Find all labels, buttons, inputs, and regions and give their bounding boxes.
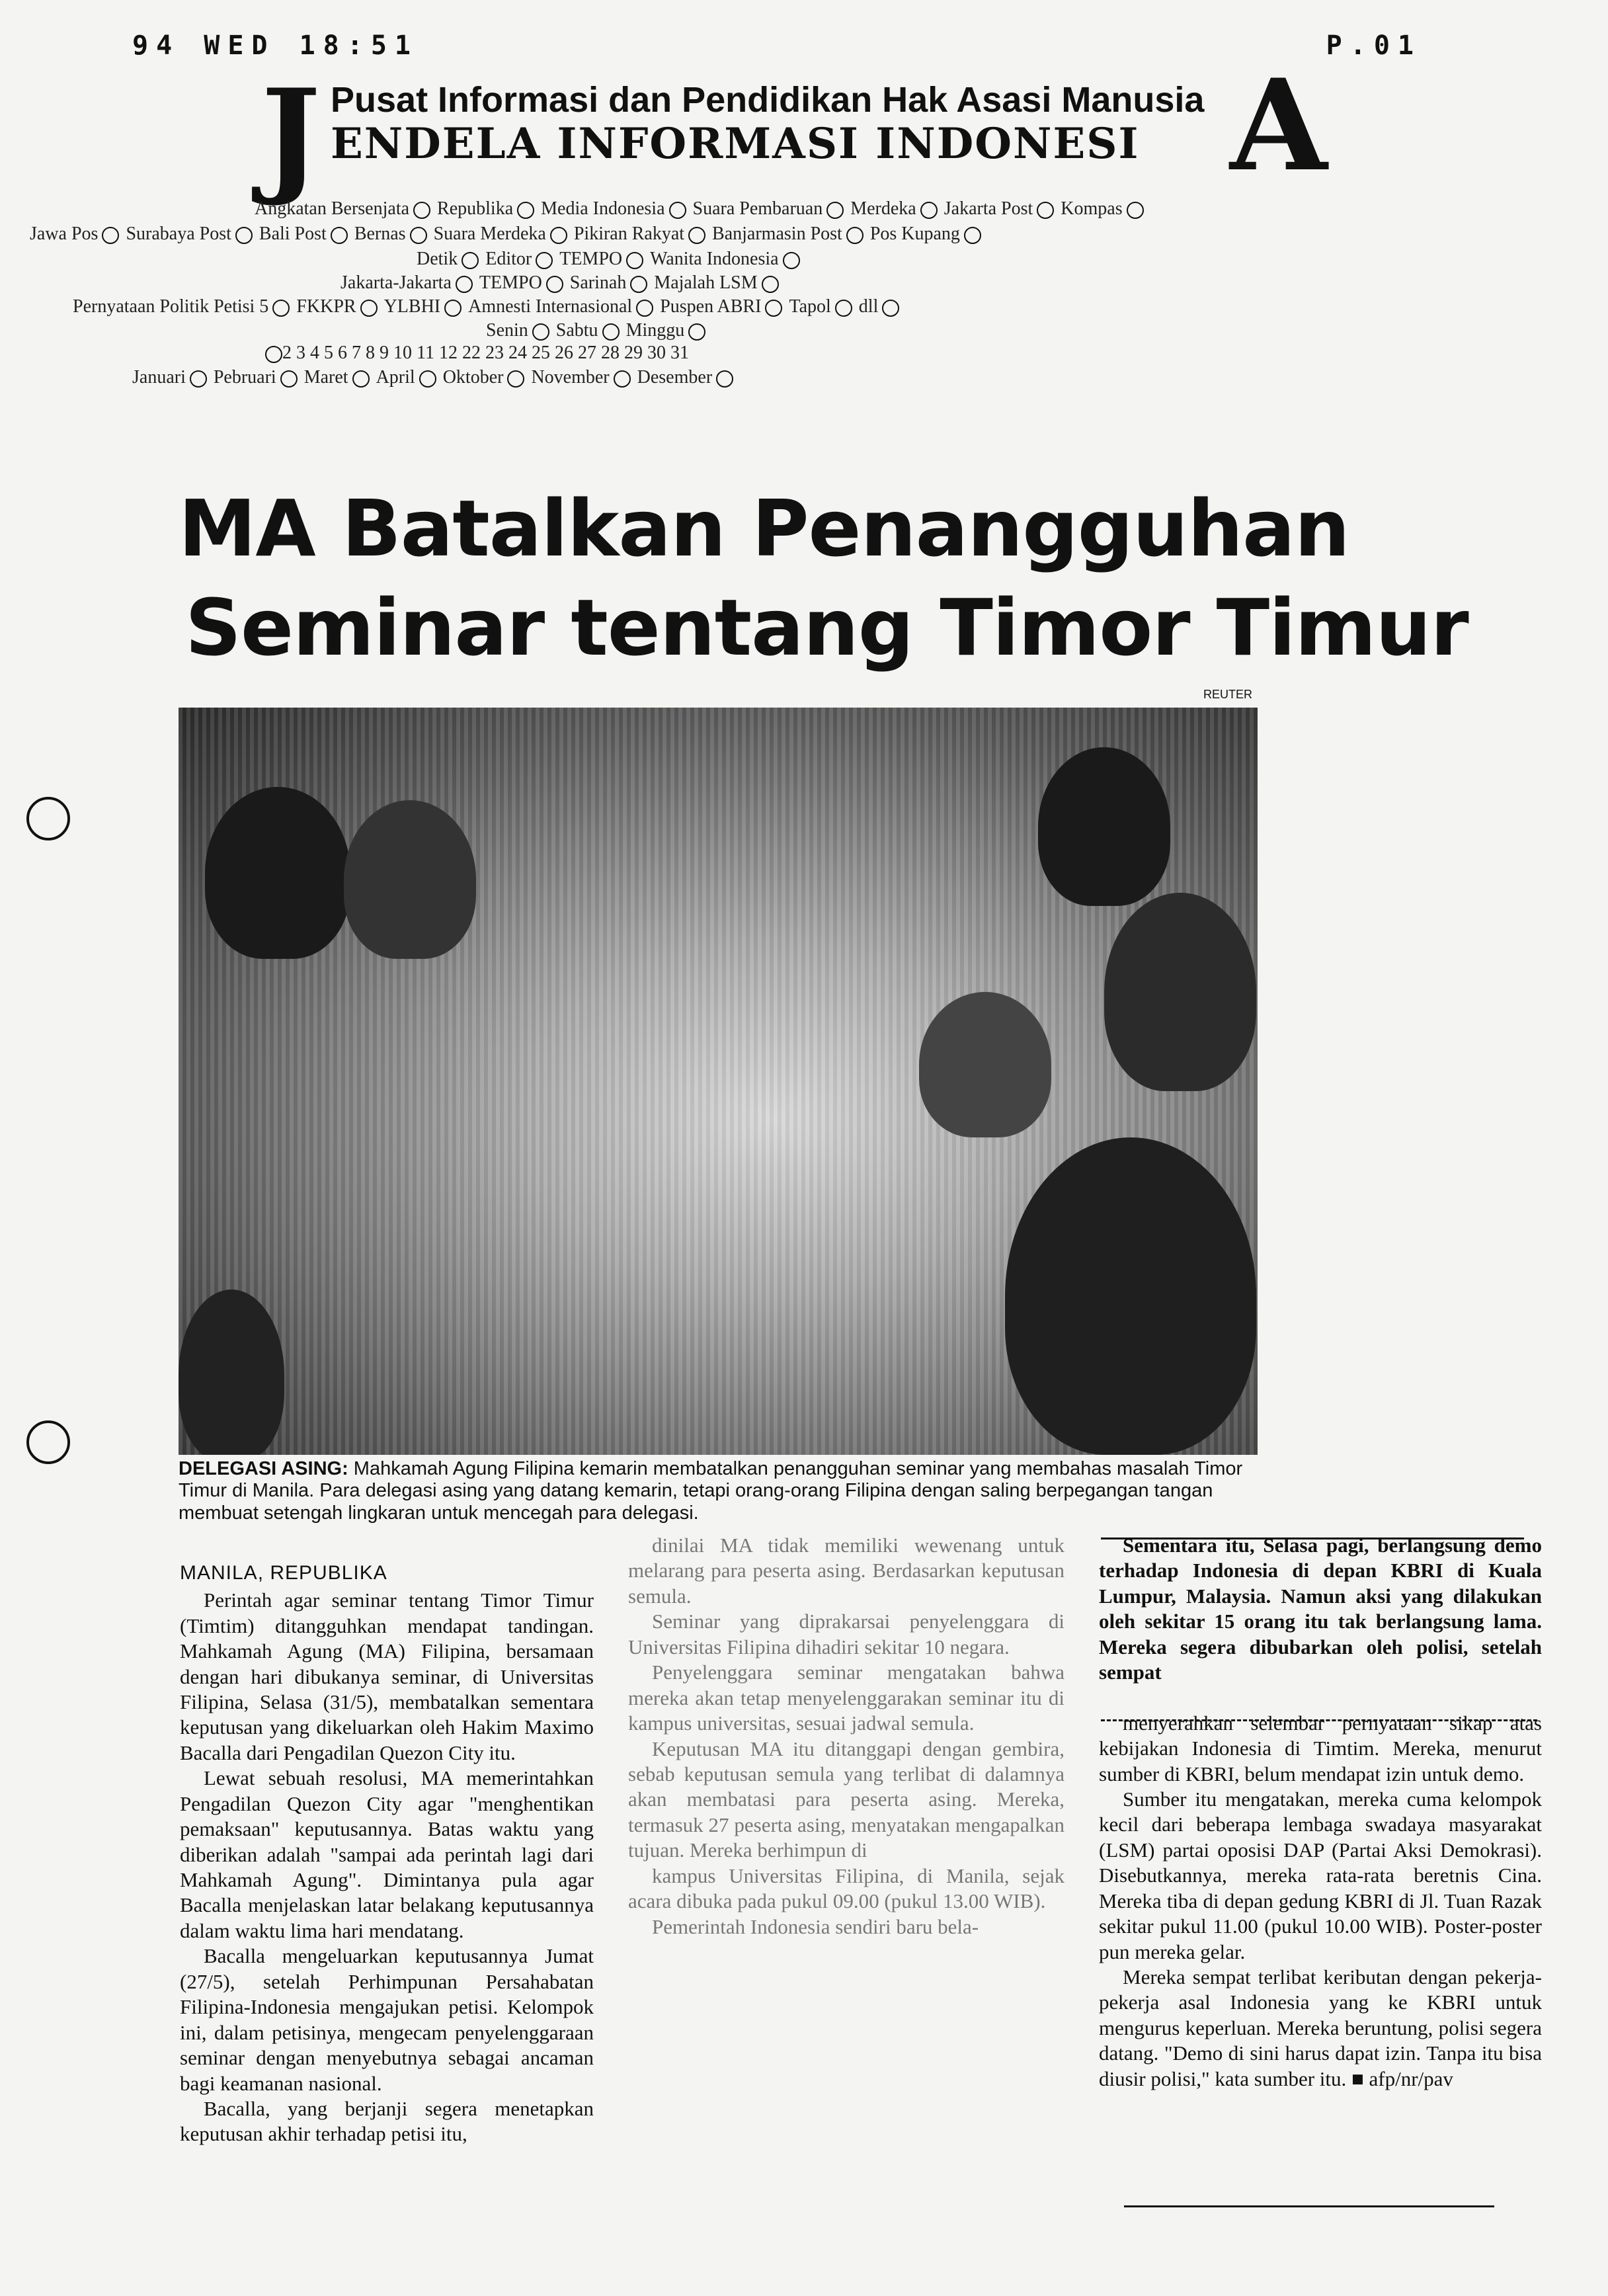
checklist-option (341, 272, 473, 294)
checklist-option (434, 224, 567, 245)
checklist-option (570, 272, 648, 294)
paragraph: kampus Universitas Filipina, di Manila, sejak acara dibuka pada pukul 09.00 (pukul 13.00 WIB). (628, 1864, 1065, 1913)
checkbox-circle (846, 227, 864, 244)
checklist-option-label: Maret (303, 367, 348, 388)
checkbox-circle (602, 323, 620, 341)
checkbox-circle (765, 300, 782, 317)
checklist-option (486, 320, 549, 341)
source-checklist-row-1 (255, 198, 1150, 220)
checklist-option-label: Sabtu (555, 320, 598, 341)
checklist-option (126, 224, 252, 245)
checklist-option-label: Bali Post (259, 224, 327, 244)
paragraph: Bacalla mengeluarkan keputusannya Jumat (27/5), setelah Perhimpunan Persahabatan Filipina-Indonesia mengajukan petisi. Kelompok ini, dalam petisinya, mengecam penyelenggaraan seminar dengan menyebutnya sebagai ancaman bagi keamanan nasional. (180, 1944, 594, 2095)
checklist-option (376, 367, 436, 388)
article-column-1 (180, 1561, 594, 2147)
date-numbers: 2 3 4 5 6 7 8 9 10 11 12 22 23 24 25 26 27 28 29 30 31 (282, 343, 689, 363)
photo-credit: REUTER (1203, 688, 1253, 701)
checklist-option-label: Amnesti Internasional (468, 296, 633, 317)
checklist-option (468, 296, 653, 317)
checklist-option-label: Media Indonesia (541, 198, 665, 219)
checkbox-circle (507, 370, 524, 388)
checklist-option (650, 249, 799, 270)
checkbox-circle (190, 370, 207, 388)
checkbox-circle (964, 227, 981, 244)
checklist-option (944, 198, 1055, 220)
paragraph: Penyelenggara seminar mengatakan bahwa mereka akan tetap menyelenggarakan seminar itu di kampus universitas, sesuai jadwal semula. (628, 1660, 1065, 1735)
paragraph: Keputusan MA itu ditanggapi dengan gembira, sebab keputusan semula yang terlibat di dalamnya akan membatasi para peserta asing. Mereka, termasuk 27 peserta asing, menyatakan mengapalkan tujuan. Mereka berhimpun di (628, 1737, 1065, 1862)
checkbox-circle (614, 370, 631, 388)
checkbox-circle (1127, 202, 1144, 219)
checklist-option-label: Kompas (1061, 198, 1123, 219)
date-checklist-row (261, 343, 689, 364)
checkbox-circle (102, 227, 119, 244)
checkbox-circle (331, 227, 348, 244)
checklist-option-label: Angkatan Bersenjata (255, 198, 410, 219)
caption-text: Mahkamah Agung Filipina kemarin membatalkan penangguhan seminar yang membahas masalah Timor Timur di Manila. Para delegasi asing yang datang kemarin, tetapi orang-orang Filipina dengan saling berpegangan tangan membuat setengah lingkaran untuk mencegah para delegasi. (179, 1458, 1243, 1524)
checklist-option (485, 249, 553, 270)
article-column-2 (628, 1533, 1065, 1940)
checklist-option-label: Jawa Pos (30, 224, 99, 244)
checklist-option-label: Surabaya Post (126, 224, 231, 244)
headline-line-1: MA Batalkan Penangguhan (179, 483, 1349, 574)
paragraph: Pemerintah Indonesia sendiri baru bela- (652, 1914, 979, 1938)
checklist-option-label: Wanita Indonesia (650, 249, 779, 269)
checklist-option (637, 367, 734, 388)
punch-hole (26, 797, 70, 840)
source-checklist-row-4 (341, 272, 785, 294)
checklist-option-label: November (531, 367, 610, 388)
checklist-option-label: YLBHI (383, 296, 441, 317)
news-photo (179, 708, 1258, 1455)
checklist-option-label: Suara Pembaruan (692, 198, 823, 219)
checkbox-circle (360, 300, 378, 317)
checkbox-circle (669, 202, 686, 219)
checkbox-circle (532, 323, 549, 341)
checklist-option (354, 224, 427, 245)
checklist-option-label: Merdeka (850, 198, 916, 219)
checklist-option (296, 296, 377, 317)
checklist-option-label: TEMPO (479, 272, 542, 293)
checkbox-circle (550, 227, 567, 244)
date-checkbox (265, 346, 282, 363)
checklist-option-label: Jakarta Post (944, 198, 1033, 219)
checklist-option (654, 272, 778, 294)
checkbox-circle (235, 227, 253, 244)
checklist-option-label: Banjarmasin Post (712, 224, 842, 244)
fax-timestamp: 94 WED 18:51 (132, 30, 419, 61)
masthead-title: ENDELA INFORMASI INDONESI (331, 119, 1140, 169)
checklist-option (789, 296, 852, 317)
checkbox-circle (352, 370, 370, 388)
checklist-option (870, 224, 981, 245)
article-column-3 (1099, 1533, 1542, 2092)
checklist-option-label: FKKPR (296, 296, 356, 317)
caption-lead: DELEGASI ASING: (179, 1458, 348, 1479)
paragraph: Perintah agar seminar tentang Timor Timur (Timtim) ditangguhkan mendapat tandingan. Mahkamah Agung (MA) Filipina, bersamaan dengan hari dibukanya seminar, di Universitas Filipina, Selasa (31/5), membatalkan sementara keputusan yang dikeluarkan oleh Hakim Maximo Bacalla dari Pengadilan Quezon City itu. (180, 1588, 594, 1764)
checklist-option-label: Pos Kupang (869, 224, 960, 244)
checklist-option-label: Sarinah (569, 272, 627, 293)
checklist-option (574, 224, 705, 245)
checklist-option-label: dll (858, 296, 879, 317)
checklist-option (859, 296, 900, 317)
checklist-option (660, 296, 782, 317)
checkbox-circle (920, 202, 938, 219)
checklist-option (384, 296, 462, 317)
checkbox-circle (444, 300, 462, 317)
checklist-option-label: Jakarta-Jakarta (341, 272, 452, 293)
checklist-option-label: April (376, 367, 415, 388)
checkbox-circle (626, 252, 643, 269)
checklist-option (556, 320, 620, 341)
checklist-option-label: TEMPO (559, 249, 623, 269)
checklist-option (30, 224, 119, 245)
paragraph: dinilai MA tidak memiliki wewenang untuk melarang para peserta asing. Berdasarkan keputusan semula. (628, 1534, 1065, 1608)
checkbox-circle (462, 252, 479, 269)
checklist-option (559, 249, 643, 270)
checkbox-circle (280, 370, 298, 388)
checkbox-circle (835, 300, 852, 317)
checkbox-circle (1037, 202, 1054, 219)
punch-hole (26, 1420, 70, 1464)
checklist-option-label: Minggu (625, 320, 685, 341)
column-rule (1124, 2205, 1494, 2207)
checklist-option (417, 249, 479, 270)
checklist-option (531, 367, 630, 388)
paragraph: Lewat sebuah resolusi, MA memerintahkan Pengadilan Quezon City agar "menghentikan pemaksaan" keputusannya. Batas waktu yang diberikan adalah "sampai ada perintah lagi dari Mahkamah Agung". Dimintanya pula agar Bacalla menjelaskan latar belakang keputusannya dalam waktu lima hari mendatang. (180, 1766, 594, 1942)
headline-line-2: Seminar tentang Timor Timur (185, 582, 1468, 673)
paragraph: Bacalla, yang berjanji segera menetapkan keputusan akhir terhadap petisi itu, (180, 2096, 594, 2146)
checkbox-circle (456, 276, 473, 293)
checklist-option (259, 224, 348, 245)
checklist-option (1061, 198, 1143, 220)
checklist-option-label: Editor (485, 249, 532, 269)
checkbox-circle (826, 202, 844, 219)
checklist-option (693, 198, 844, 220)
paragraph: Sumber itu mengatakan, mereka cuma kelompok kecil dari beberapa lembaga swadaya masyarakat (LSM) partai oposisi DAP (Partai Aksi Demokrasi). Disebutkannya, mereka rata-rata beretnis Cina. Mereka tiba di depan gedung KBRI di Jl. Tuan Razak sekitar pukul 11.00 (pukul 10.00 WIB). Poster-poster pun mereka gelar. (1099, 1787, 1542, 1963)
checklist-option-label: Senin (486, 320, 528, 341)
checkbox-circle (783, 252, 800, 269)
checklist-option (541, 198, 686, 220)
checklist-option (479, 272, 563, 294)
month-checklist-row (132, 367, 740, 388)
checklist-option (626, 320, 706, 341)
checkbox-circle (688, 227, 705, 244)
checklist-option-label: Desember (637, 367, 713, 388)
checkbox-circle (536, 252, 553, 269)
checkbox-circle (410, 227, 427, 244)
checkbox-circle (546, 276, 563, 293)
checklist-option (255, 198, 430, 220)
checklist-option-label: Januari (132, 367, 186, 388)
checkbox-circle (630, 276, 647, 293)
checkbox-circle (419, 370, 436, 388)
paragraph: Mereka sempat terlibat keributan dengan pekerja-pekerja asal Indonesia yang ke KBRI untuk mengurus keperluan. Mereka beruntung, polisi segera datang. "Demo di sini harus dapat izin. Tanpa itu bisa diusir polisi," kata sumber itu. ■ afp/nr/pav (1099, 1965, 1542, 2090)
checkbox-circle (272, 300, 290, 317)
day-checklist-row (486, 320, 712, 341)
checklist-option (304, 367, 370, 388)
photo-caption (179, 1458, 1263, 1524)
checklist-option (214, 367, 298, 388)
checklist-option-label: Pernyataan Politik Petisi 5 (73, 296, 269, 317)
checklist-option-label: Pikiran Rakyat (573, 224, 685, 244)
checklist-option (443, 367, 525, 388)
checkbox-circle (413, 202, 430, 219)
checklist-option-label: Oktober (442, 367, 504, 388)
paragraph: Sementara itu, Selasa pagi, berlangsung demo terhadap Indonesia di depan KBRI di Kuala Lumpur, Malaysia. Namun aksi yang dilakukan oleh sekitar 15 orang itu tak berlangsung lama. Mereka segera dibubarkan oleh polisi, setelah sempat (1099, 1534, 1542, 1684)
paragraph: Seminar yang diprakarsai penyelenggara di Universitas Filipina dihadiri sekitar 10 negara. (628, 1610, 1065, 1659)
checklist-option (712, 224, 864, 245)
masthead-subtitle: Pusat Informasi dan Pendidikan Hak Asasi Manusia (331, 80, 1205, 120)
checkbox-circle (517, 202, 534, 219)
fax-header (132, 30, 1422, 70)
source-checklist-row-3 (417, 249, 807, 270)
checklist-option (437, 198, 534, 220)
checklist-option-label: Republika (437, 198, 514, 219)
checklist-option-label: Pebruari (213, 367, 276, 388)
fax-page-number: P.01 (1326, 30, 1422, 61)
checkbox-circle (882, 300, 899, 317)
checklist-option (73, 296, 290, 317)
checklist-option (132, 367, 207, 388)
checklist-option-label: Suara Merdeka (433, 224, 546, 244)
checklist-option-label: Majalah LSM (654, 272, 758, 293)
checkbox-circle (716, 370, 733, 388)
checkbox-circle (762, 276, 779, 293)
source-checklist-row-5 (73, 296, 906, 317)
masthead-letter-a: A (1230, 52, 1328, 199)
checklist-option (850, 198, 938, 220)
dateline: MANILA, REPUBLIKA (180, 1562, 387, 1584)
paragraph: menyerahkan selembar pernyataan sikap atas kebijakan Indonesia di Timtim. Mereka, menurut sumber di KBRI, belum mendapat izin untuk demo. (1099, 1711, 1542, 1785)
checklist-option-label: Puspen ABRI (660, 296, 762, 317)
checklist-option-label: Bernas (354, 224, 406, 244)
checkbox-circle (688, 323, 705, 341)
source-checklist-row-2 (30, 224, 988, 245)
checklist-option-label: Detik (417, 249, 458, 269)
checklist-option-label: Tapol (789, 296, 831, 317)
checkbox-circle (636, 300, 653, 317)
masthead-letter-j: J (261, 62, 321, 209)
